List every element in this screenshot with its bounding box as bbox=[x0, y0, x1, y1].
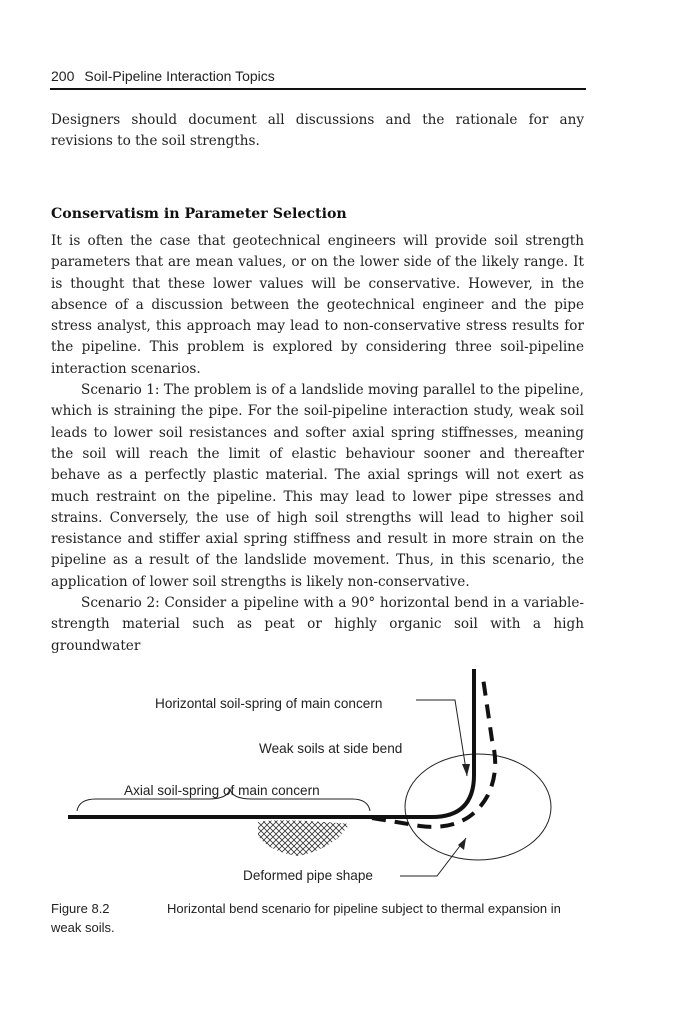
deformed-pipe-shape bbox=[372, 678, 495, 827]
axial-spring-brace bbox=[77, 789, 370, 811]
intro-paragraph bbox=[51, 110, 584, 153]
section-heading: Conservatism in Parameter Selection bbox=[51, 206, 347, 222]
deformed-shape-leader bbox=[400, 838, 466, 876]
paragraph-scenario-2: Scenario 2: Consider a pipeline with a 90° horizontal bend in a variable-strength material such as peat or highly organic soil with a high groundwater bbox=[51, 595, 584, 654]
deformed-shape-arrowhead bbox=[458, 838, 466, 850]
soil-hatch bbox=[258, 820, 350, 856]
figure-caption bbox=[51, 899, 584, 937]
paragraph-1: It is often the case that geotechnical engineers will provide soil strength parameters that are mean values, or on the lower side of the likely range. It is thought that these lower values will be conservative. However, in the absence of a discussion between the geotechnical engineer and the pipe stress analyst, this approach may lead to non-conservative stress results for the pipeline. This problem is explored by considering three soil-pipeline interaction scenarios. bbox=[51, 233, 584, 377]
label-weak-soils: Weak soils at side bend bbox=[259, 741, 403, 756]
running-header bbox=[51, 68, 275, 84]
figure-number: Figure 8.2 bbox=[51, 901, 110, 916]
paragraph-scenario-1: Scenario 1: The problem is of a landslide moving parallel to the pipeline, which is straining the pipe. For the soil-pipeline interaction study, weak soil leads to lower soil resistances and softer axial spring stiffnesses, meaning the soil will reach the limit of elastic behaviour sooner and thereafter behave as a perfectly plastic material. The axial springs will not exert as much restraint on the pipeline. This may lead to lower pipe stresses and strains. Conversely, the use of high soil strengths will lead to higher soil resistance and stiffer axial spring stiffness and result in more strain on the pipeline as a result of the landslide movement. Thus, in this scenario, the application of lower soil strengths is likely non-conservative. bbox=[51, 382, 584, 590]
horizontal-spring-arrowhead bbox=[462, 764, 470, 776]
label-axial-spring: Axial soil-spring of main concern bbox=[124, 783, 320, 798]
label-horizontal-spring: Horizontal soil-spring of main concern bbox=[155, 696, 383, 711]
header-rule bbox=[50, 88, 586, 90]
pipeline-original bbox=[68, 669, 474, 817]
figure-caption-text: Horizontal bend scenario for pipeline subject to thermal expansion in weak soils. bbox=[51, 901, 561, 935]
running-title: Soil-Pipeline Interaction Topics bbox=[84, 68, 275, 84]
intro-paragraph-text: Designers should document all discussions and the rationale for any revisions to the soil strengths. bbox=[51, 112, 584, 150]
section-body bbox=[51, 231, 584, 657]
page-number: 200 bbox=[51, 68, 75, 84]
weak-soil-zone bbox=[405, 754, 551, 860]
label-deformed-shape: Deformed pipe shape bbox=[243, 868, 373, 883]
horizontal-spring-leader bbox=[416, 700, 467, 776]
